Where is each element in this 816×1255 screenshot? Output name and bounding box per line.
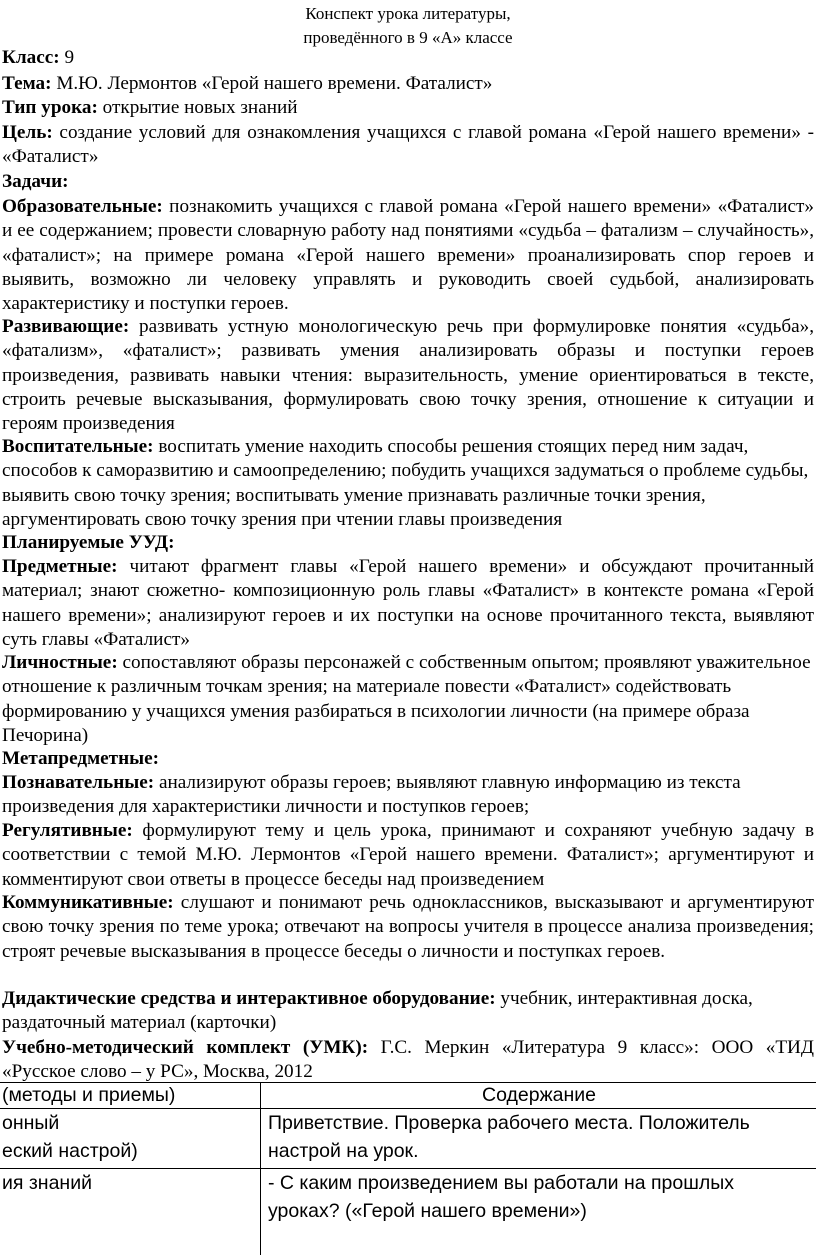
lesson-type-value: открытие новых знаний	[97, 97, 298, 118]
table-row1-content-line-2: настрой на урок.	[268, 1140, 419, 1162]
personal-value: сопоставляют образы персонажей с собственным опытом; проявляют уважительное отношение к различным точкам зрения; на материале повести «Фаталист» содействовать формированию у учащихся умения разбираться в психологии личности (на примере образа Печорина)	[2, 652, 811, 746]
regulatory-label: Регулятивные:	[2, 820, 133, 841]
communicative-label: Коммуникативные:	[2, 892, 174, 913]
subject-uud-paragraph	[2, 555, 814, 652]
document-title-line-1: Конспект урока литературы,	[305, 4, 511, 23]
lesson-plan-table	[0, 1082, 816, 1255]
developing-label: Развивающие:	[2, 316, 130, 337]
topic-label: Тема:	[2, 73, 52, 94]
umk-label: Учебно-методический комплект (УМК):	[2, 1037, 369, 1058]
subject-value: читают фрагмент главы «Герой нашего времени» и обсуждают прочитанный материал; знают сюжетно- композиционную роль главы «Фаталист» в контексте романа «Герой нашего времени»; анализируют героев и их поступки на основе прочитанного текста, выявляют суть главы «Фаталист»	[2, 556, 814, 650]
class-label: Класс:	[2, 47, 60, 68]
cognitive-value: анализируют образы героев; выявляют главную информацию из текста произведения для характеристики личности и поступков героев;	[2, 772, 741, 818]
table-row-border	[0, 1168, 816, 1169]
table-row2-content-line-1: - С каким произведением вы работали на прошлых	[268, 1172, 735, 1194]
table-row2-content-line-2: уроках? («Герой нашего времени»)	[268, 1200, 587, 1222]
table-column-divider	[260, 1082, 261, 1255]
educational-tasks-paragraph	[2, 195, 814, 316]
educational-label: Образовательные:	[2, 196, 163, 217]
goal-paragraph	[2, 121, 814, 170]
personal-uud-paragraph	[2, 651, 814, 748]
table-row1-content-line-1: Приветствие. Проверка рабочего места. Положитель	[268, 1112, 750, 1134]
umk-value: Г.С. Меркин «Литература 9 класс»: ООО «ТИД «Русское слово – у РС», Москва, 2012	[2, 1037, 814, 1083]
tasks-heading: Задачи:	[2, 171, 69, 192]
umk-paragraph	[2, 1036, 814, 1085]
developing-tasks-paragraph	[2, 315, 814, 436]
cognitive-label: Познавательные:	[2, 772, 155, 793]
subject-label: Предметные:	[2, 556, 118, 577]
cognitive-uud-paragraph	[2, 771, 814, 820]
lesson-type-label: Тип урока:	[2, 97, 98, 118]
regulatory-value: формулируют тему и цель урока, принимают и сохраняют учебную задачу в соответствии с темой М.Ю. Лермонтов «Герой нашего времени. Фаталист»; аргументируют и комментируют свои ответы в процессе беседы над произведением	[2, 820, 814, 890]
upbringing-label: Воспитательные:	[2, 436, 154, 457]
table-row2-stage-line-1: ия знаний	[2, 1172, 92, 1194]
didactic-means-paragraph	[2, 987, 814, 1036]
didactic-means-label: Дидактические средства и интерактивное оборудование:	[2, 988, 496, 1009]
goal-value: создание условий для ознакомления учащихся с главой романа «Герой нашего времени» - «Фаталист»	[2, 122, 814, 168]
topic-value: М.Ю. Лермонтов «Герой нашего времени. Фаталист»	[51, 73, 493, 94]
table-header-content: Содержание	[482, 1084, 596, 1106]
upbringing-tasks-paragraph	[2, 435, 814, 532]
lesson-type-line	[2, 96, 814, 120]
communicative-uud-paragraph	[2, 891, 814, 964]
table-row1-stage-line-1: онный	[2, 1112, 60, 1134]
goal-label: Цель:	[2, 122, 53, 143]
document-title-line-2: проведённого в 9 «А» классе	[303, 28, 513, 47]
upbringing-value: воспитать умение находить способы решения стоящих перед ним задач, способов к саморазвитию и самоопределению; побудить учащихся задуматься о проблеме судьбы, выявить свою точку зрения; воспитывать умение признавать различные точки зрения, аргументировать свою точку зрения при чтении главы произведения	[2, 436, 809, 530]
topic-line	[2, 72, 814, 96]
metasubject-heading: Метапредметные:	[2, 748, 160, 769]
regulatory-uud-paragraph	[2, 819, 814, 892]
didactic-means-value: учебник, интерактивная доска, раздаточный материал (карточки)	[2, 988, 753, 1034]
communicative-value: слушают и понимают речь одноклассников, высказывают и аргументируют свою точку зрения по теме урока; отвечают на вопросы учителя в процессе анализа произведения; строят речевые высказывания в процессе беседы о личности и поступках героев.	[2, 892, 814, 962]
educational-value: познакомить учащихся с главой романа «Герой нашего времени» «Фаталист» и ее содержанием; провести словарную работу над понятиями «судьба – фатализм – случайность», «фаталист»; на примере романа «Герой нашего времени» проанализировать спор героев и выявить, возможно ли человеку управлять и руководить своей судьбой, анализировать характеристику и поступки героев.	[2, 196, 814, 315]
table-header-methods: (методы и приемы)	[2, 1084, 176, 1106]
developing-value: развивать устную монологическую речь при формулировке понятия «судьба», «фатализм», «фаталист»; развивать умения анализировать образы и поступки героев произведения, развивать навыки чтения: выразительность, умение ориентироваться в тексте, строить речевые высказывания, формулировать свою точку зрения, отношение к ситуации и героям произведения	[2, 316, 814, 435]
uud-heading: Планируемые УУД:	[2, 532, 175, 553]
table-row1-stage-line-2: еский настрой)	[2, 1140, 138, 1162]
class-value: 9	[59, 47, 75, 68]
class-line	[2, 46, 814, 70]
personal-label: Личностные:	[2, 652, 118, 673]
